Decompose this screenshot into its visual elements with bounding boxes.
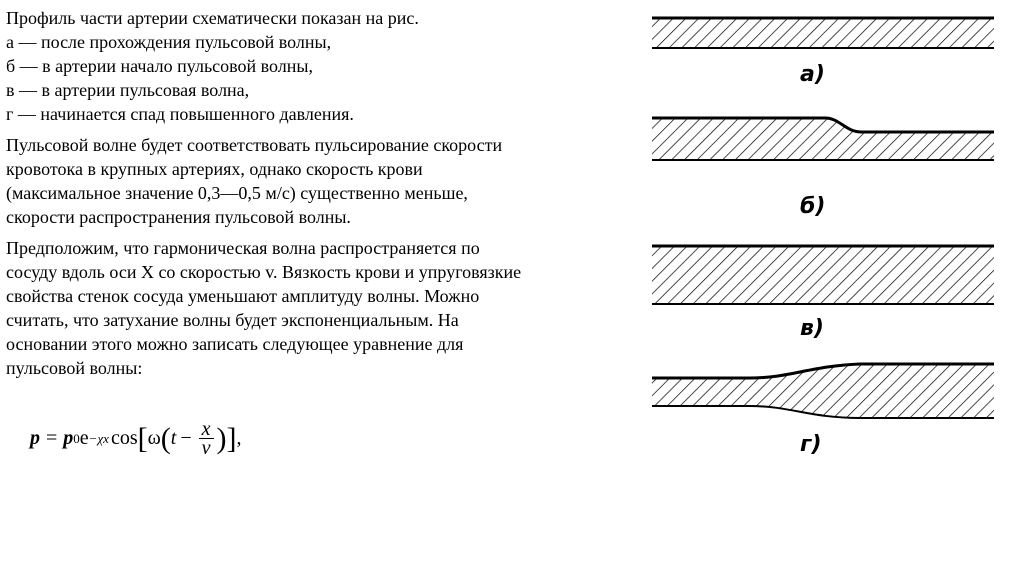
formula-equals: = [46,427,58,449]
text-line: сосуду вдоль оси X со скоростью v. Вязкость крови и упруговязкие [6,262,522,282]
formula-right-paren: ) [216,421,227,455]
formula-p0-subscript: 0 [73,430,80,446]
artery-profile-a [652,18,994,48]
text-line: Предположим, что гармоническая волна распространяется по [6,238,480,258]
wave-paragraph [6,236,622,380]
artery-profile-v [652,246,994,304]
text-line: б — в артерии начало пульсовой волны, [6,56,313,76]
text-line: считать, что затухание волны будет экспоненциальным. На [6,310,459,330]
formula-fraction [199,420,214,457]
text-line: а — после прохождения пульсовой волны, [6,32,332,52]
formula-left-paren: ( [160,421,171,455]
text-line: г — начинается спад повышенного давления. [6,104,354,124]
formula-t: t [170,427,177,449]
formula-p0: p [63,427,74,449]
formula-omega: ω [147,427,161,449]
artery-profile-g [652,364,994,418]
text-line: основании этого можно записать следующее уравнение для [6,334,464,354]
text-line: (максимальное значение 0,3—0,5 м/с) существенно меньше, [6,183,468,203]
panel-label-a: а) [800,62,825,87]
formula-exp-base: e [79,427,89,449]
artery-profile-b [652,118,994,160]
text-column [6,6,622,387]
intro-paragraph [6,6,622,126]
formula-minus: − [180,427,192,449]
formula-comma: , [236,427,242,449]
panel-label-b: б) [800,194,826,219]
panel-label-v: в) [800,316,824,341]
velocity-paragraph [6,133,622,229]
text-line: в — в артерии пульсовая волна, [6,80,250,100]
text-line: скорости распространения пульсовой волны. [6,207,351,227]
text-line: кровотока в крупных артериях, однако скорость крови [6,159,423,179]
artery-diagram-svg [640,0,1010,470]
text-line: Профиль части артерии схематически показан на рис. [6,8,419,28]
formula-denominator: v [201,437,211,459]
text-line: Пульсовой волне будет соответствовать пульсирование скорости [6,135,503,155]
formula-cos: cos [110,427,138,449]
artery-profile-figures [640,0,1010,470]
formula-right-bracket: ] [226,421,237,455]
panel-label-g: г) [800,432,822,457]
formula-lhs: p [30,427,40,449]
formula-left-bracket: [ [137,421,148,455]
formula-numerator: x [199,420,214,439]
pulse-wave-formula [30,420,242,457]
formula-exp-power: −χx [88,430,109,446]
text-line: пульсовой волны: [6,358,143,378]
text-line: свойства стенок сосуда уменьшают амплитуду волны. Можно [6,286,480,306]
